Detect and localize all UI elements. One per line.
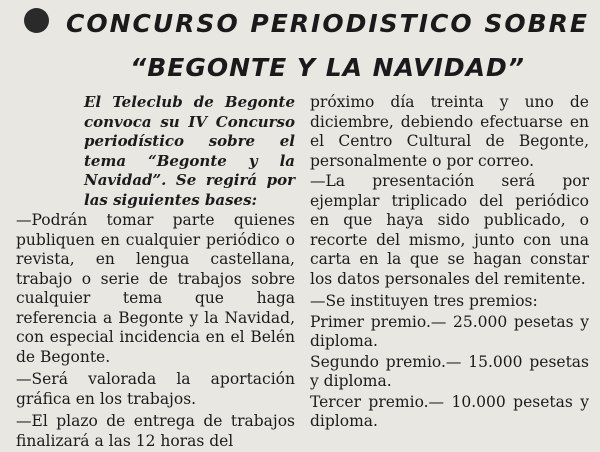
rule-participation: —Podrán tomar parte quienes publiquen en cualquier periódico o revista, en lengua castellana, trabajo o serie de trabajos sobre cualquier tema que haga referencia a Begonte y la Navidad, con especial incidencia en el Belén de Begonte.: [16, 211, 295, 366]
headline: [60, 2, 595, 90]
left-column: [16, 93, 295, 452]
rule-deadline-start: —El plazo de entrega de trabajos finalizará a las 12 horas del: [16, 412, 295, 450]
rule-deadline-end: próximo día treinta y uno de diciembre, debiendo efectuarse en el Centro Cultural de Begonte, personalmente o por correo.: [310, 93, 589, 170]
headline-line-1: CONCURSO PERIODISTICO SOBRE: [66, 9, 589, 38]
rule-submission: —La presentación será por ejemplar triplicado del periódico en que haya sido publicado, o recorte del mismo, junto con una carta en la que se hagan constar los datos personales del remitente.: [310, 172, 589, 288]
prize-first: Primer premio.— 25.000 pesetas y diploma.: [310, 312, 589, 350]
prize-third: Tercer premio.— 10.000 pesetas y diploma.: [310, 392, 589, 430]
headline-bullet: [24, 8, 49, 33]
right-column: [310, 93, 589, 433]
headline-line-2: “BEGONTE Y LA NAVIDAD”: [130, 53, 525, 82]
prize-second: Segundo premio.— 15.000 pesetas y diploma.: [310, 352, 589, 390]
rule-graphics: —Será valorada la aportación gráfica en los trabajos.: [16, 370, 295, 408]
rule-prizes-intro: —Se instituyen tres premios:: [310, 292, 538, 310]
intro-paragraph: El Teleclub de Begonte convoca su IV Concurso periodístico sobre el tema “Begonte y la Navidad”. Se regirá por las siguientes bases:: [84, 93, 295, 209]
